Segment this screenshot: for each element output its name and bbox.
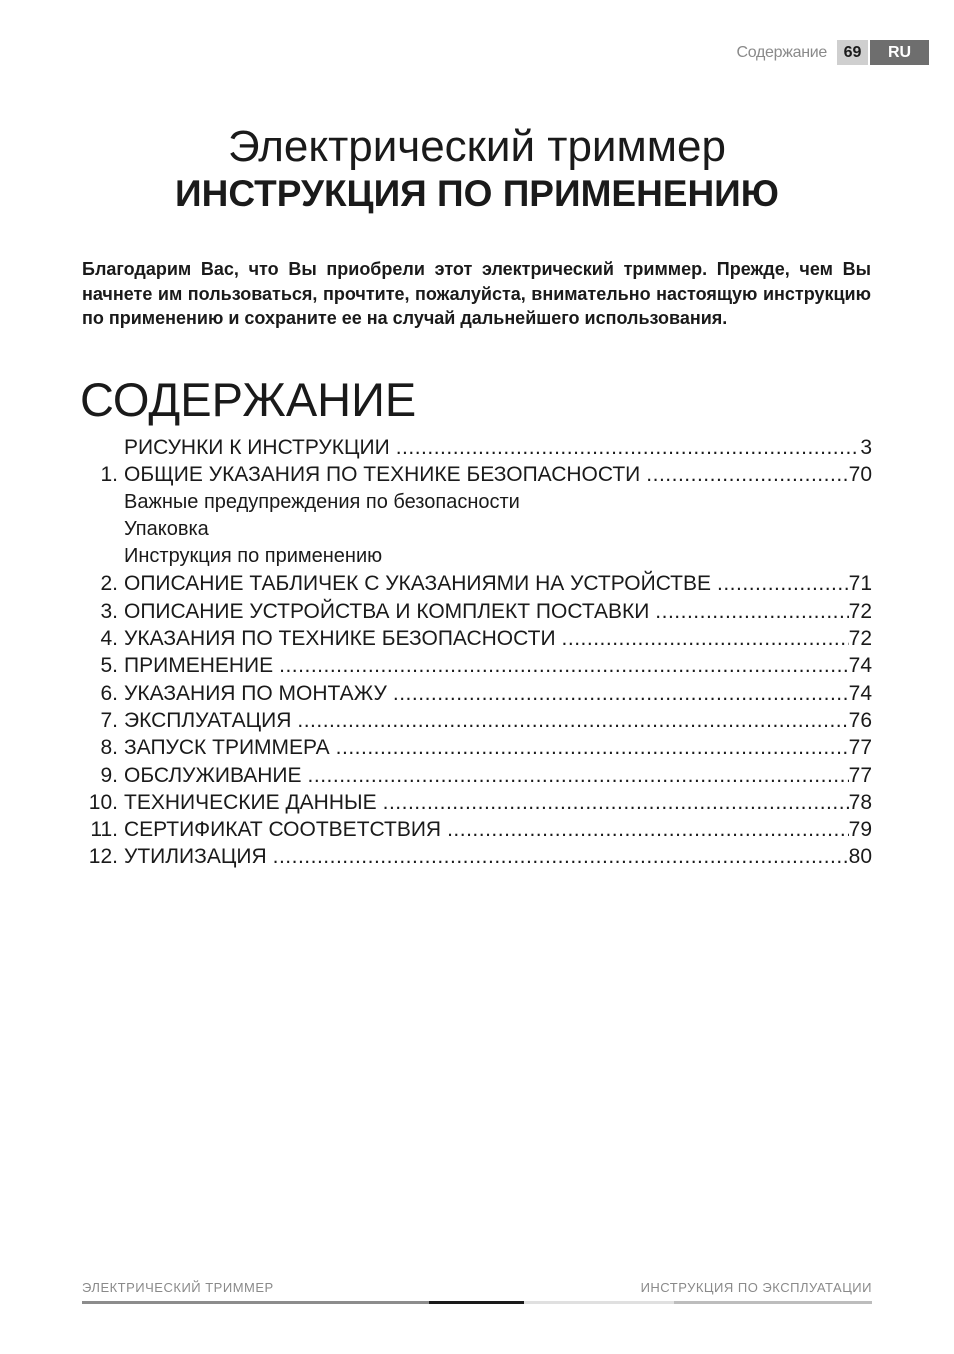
toc-entry-number: 7. (100, 708, 118, 732)
toc-entry (80, 489, 872, 516)
toc-entry-page: 77 (848, 763, 872, 787)
toc-entry (80, 843, 872, 870)
toc-entry (80, 789, 872, 816)
footer-rule-segment (674, 1301, 872, 1304)
toc-entry-label: ЗАПУСК ТРИММЕРА (124, 736, 330, 760)
toc-entry-page: 77 (848, 736, 872, 760)
toc-entry-number: 6. (100, 681, 118, 705)
toc-entry-page: 71 (848, 572, 872, 596)
toc-entry-page: 79 (848, 818, 872, 842)
toc-entry-page: 74 (848, 681, 872, 705)
toc-entry (80, 543, 872, 570)
toc-dot-leader (330, 734, 849, 761)
toc-dot-leader (711, 570, 849, 597)
toc-entry-page: 72 (848, 599, 872, 623)
toc-entry (80, 461, 872, 488)
toc-entry-number: 9. (100, 763, 118, 787)
toc-entry (80, 762, 872, 789)
toc-entry (80, 652, 872, 679)
toc-dot-leader (390, 434, 861, 461)
toc-entry-number: 1. (100, 463, 118, 487)
toc-entry (80, 625, 872, 652)
document-title: Электрический триммер (228, 122, 726, 171)
toc-heading: СОДЕРЖАНИЕ (80, 373, 417, 426)
toc-entry (80, 816, 872, 843)
toc-entry-number: 4. (100, 627, 118, 651)
toc-entry-label: ЭКСПЛУАТАЦИЯ (124, 708, 292, 732)
toc-dot-leader (387, 680, 849, 707)
toc-entry-label: ОБСЛУЖИВАНИЕ (124, 763, 302, 787)
toc-entry-label: УКАЗАНИЯ ПО ТЕХНИКЕ БЕЗОПАСНОСТИ (124, 627, 556, 651)
toc-dot-leader (556, 625, 849, 652)
toc-entry-label: ОПИСАНИЕ УСТРОЙСТВА И КОМПЛЕКТ ПОСТАВКИ (124, 599, 650, 623)
toc-entry-page: 70 (848, 463, 872, 487)
toc-entry (80, 434, 872, 461)
toc-entry-label: УТИЛИЗАЦИЯ (124, 845, 267, 869)
footer-rule (82, 1301, 872, 1304)
toc-dot-leader (649, 598, 848, 625)
toc-entry-page: 3 (860, 436, 872, 459)
footer-rule-segment (524, 1301, 674, 1304)
toc-entry-label: ПРИМЕНЕНИЕ (124, 654, 274, 678)
toc-dot-leader (291, 707, 848, 734)
toc-dot-leader (640, 461, 848, 488)
toc-entry (80, 570, 872, 597)
toc-entry-page: 78 (848, 790, 872, 814)
toc-entry-label: РИСУНКИ К ИНСТРУКЦИИ (124, 436, 390, 459)
toc-dot-leader (441, 816, 849, 843)
intro-paragraph: Благодарим Вас, что Вы приобрели этот электрический триммер. Прежде, чем Вы начнете им пользоваться, прочтите, пожалуйста, внимательно настоящую инструкцию по применению и сохраните ее на случай дальнейшего использования. (82, 259, 871, 328)
document-subtitle: ИНСТРУКЦИЯ ПО ПРИМЕНЕНИЮ (175, 173, 779, 214)
toc-entry-number: 8. (100, 736, 118, 760)
toc-entry-page: 72 (848, 627, 872, 651)
toc-entry-number: 2. (100, 572, 118, 596)
toc-entry-page: 74 (848, 654, 872, 678)
toc-entry-number: 5. (100, 654, 118, 678)
language-badge: RU (870, 40, 929, 65)
toc-entry-label: Инструкция по применению (124, 545, 383, 568)
page-header (736, 40, 929, 65)
page-number: 69 (837, 40, 868, 65)
toc-entry (80, 598, 872, 625)
toc-entry-label: Важные предупреждения по безопасности (124, 490, 520, 513)
toc-entry-label: ОБЩИЕ УКАЗАНИЯ ПО ТЕХНИКЕ БЕЗОПАСНОСТИ (124, 463, 641, 487)
toc-entry-number: 12. (88, 845, 118, 869)
footer-right-text: ИНСТРУКЦИЯ ПО ЭКСПЛУАТАЦИИ (640, 1280, 872, 1295)
toc-entry (80, 734, 872, 761)
toc-dot-leader (302, 762, 849, 789)
table-of-contents (80, 434, 872, 871)
toc-entry (80, 680, 872, 707)
toc-dot-leader (377, 789, 849, 816)
toc-entry-page: 76 (848, 708, 872, 732)
toc-entry (80, 707, 872, 734)
toc-entry-label: ТЕХНИЧЕСКИЕ ДАННЫЕ (124, 790, 377, 814)
footer-rule-segment (429, 1301, 524, 1304)
toc-dot-leader (267, 843, 849, 870)
toc-dot-leader (273, 652, 849, 679)
header-section-title: Содержание (736, 44, 827, 61)
footer-rule-segment (82, 1301, 429, 1304)
toc-entry-label: Упаковка (124, 517, 209, 540)
toc-entry-label: УКАЗАНИЯ ПО МОНТАЖУ (124, 681, 387, 705)
toc-entry-label: СЕРТИФИКАТ СООТВЕТСТВИЯ (124, 818, 442, 842)
footer-left-text: ЭЛЕКТРИЧЕСКИЙ ТРИММЕР (82, 1280, 274, 1295)
toc-entry-page: 80 (848, 845, 872, 869)
toc-entry-label: ОПИСАНИЕ ТАБЛИЧЕК С УКАЗАНИЯМИ НА УСТРОЙСТВЕ (124, 572, 712, 596)
toc-entry (80, 516, 872, 543)
toc-entry-number: 10. (88, 790, 118, 814)
toc-entry-number: 11. (90, 818, 118, 842)
toc-entry-number: 3. (100, 599, 118, 623)
